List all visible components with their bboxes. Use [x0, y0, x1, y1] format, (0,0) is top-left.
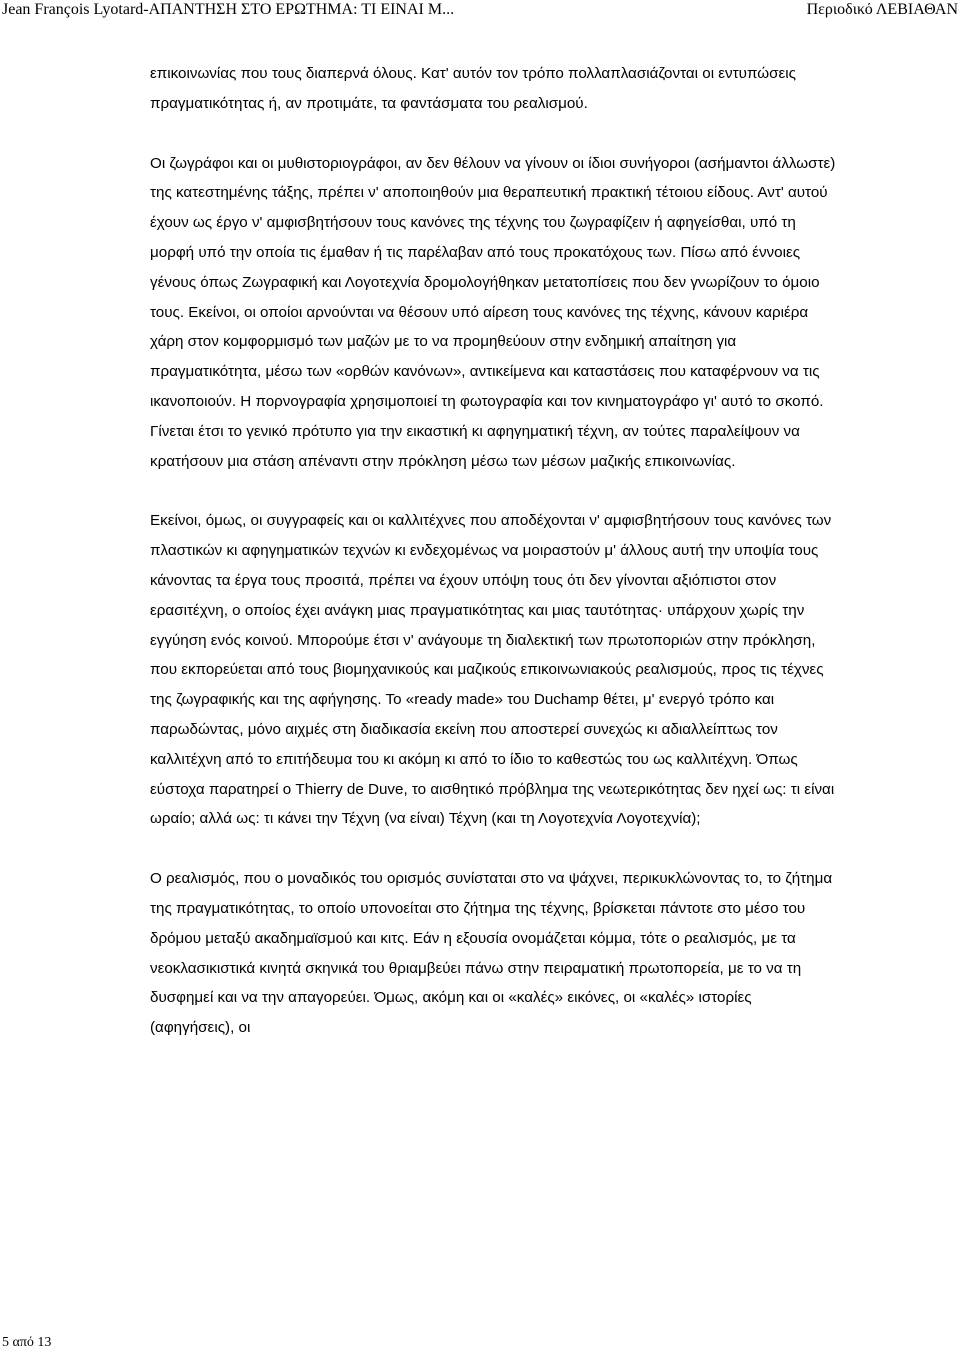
print-header — [0, 0, 960, 22]
document-title: Jean François Lyotard-ΑΠΑΝΤΗΣΗ ΣΤΟ ΕΡΩΤΗΜΑ: ΤΙ ΕΙΝΑΙ Μ... — [2, 1, 455, 18]
paragraph-3: Εκείνοι, όμως, οι συγγραφείς και οι καλλιτέχνες που αποδέχονται ν' αμφισβητήσουν τους κανόνες των πλαστικών κι αφηγηματικών τεχνών κι ενδεχομένως να μοιραστούν μ' άλλους αυτή την υποψία τους κάνοντας τα έργα τους προσιτά, πρέπει να έχουν υπόψη τους ότι δεν γίνονται αξιόπιστοι στον ερασιτέχνη, ο οποίος έχει ανάγκη μιας πραγματικότητας και μιας ταυτότητας· υπάρχουν χωρίς την εγγύηση ενός κοινού. Μπορούμε έτσι ν' ανάγουμε τη διαλεκτική των πρωτοποριών στην πρόκληση, που εκπορεύεται από τους βιομηχανικούς και μαζικούς επικοινωνιακούς ρεαλισμούς, προς τις τέχνες της ζωγραφικής και της αφήγησης. Το «ready made» του Duchamp θέτει, μ' ενεργό τρόπο και παρωδώντας, μόνο αιχμές στη διαδικασία εκείνη που αποστερεί συνεχώς κι αδιαλλείπτως τον καλλιτέχνη από το επιτήδευμα του κι ακόμη κι από το ίδιο το καθεστώς του ως καλλιτέχνη. Όπως εύστοχα παρατηρεί ο Thierry de Duve, το αισθητικό πρόβλημα της νεωτερικότητας δεν ηχεί ως: τι είναι ωραίο; αλλά ως: τι κάνει την Τέχνη (να είναι) Τέχνη (και τη Λογοτεχνία Λογοτεχνία); — [150, 512, 835, 828]
article-body — [150, 59, 840, 1073]
paragraph-2: Οι ζωγράφοι και οι μυθιστοριογράφοι, αν δεν θέλουν να γίνουν οι ίδιοι συνήγοροι (ασήμαντοι άλλωστε) της κατεστημένης τάξης, πρέπει ν' αποποιηθούν μια θεραπευτική πρακτική τέτοιου είδους. Αντ' αυτού έχουν ως έργο ν' αμφισβητήσουν τους κανόνες της τέχνης του ζωγραφίζειν ή αφηγείσθαι, υπό τη μορφή υπό την οποία τις έμαθαν ή τις παρέλαβαν από τους προκατόχους των. Πίσω από έννοιες γένους όπως Ζωγραφική και Λογοτεχνία δρομολογήθηκαν μετατοπίσεις που δεν γνωρίζουν το όμοιο τους. Εκείνοι, οι οποίοι αρνούνται να θέσουν υπό αίρεση τους κανόνες της τέχνης, κάνουν καριέρα χάρη στον κομφορμισμό των μαζών με το να προμηθεύουν στην ενδημική απαίτηση για πραγματικότητα, μέσω των «ορθών κανόνων», αντικείμενα και καταστάσεις που καταφέρνουν να τις ικανοποιούν. Η πορνογραφία χρησιμοποιεί τη φωτογραφία και τον κινηματογράφο γι' αυτό το σκοπό. Γίνεται έτσι το γενικό πρότυπο για την εικαστική κι αφηγηματική τέχνη, αν τούτες παραλείψουν να κρατήσουν μια στάση απέναντι στην πρόκληση μέσω των μέσων μαζικής επικοινωνίας. — [150, 154, 836, 470]
site-name: Περιοδικό ΛΕΒΙΑΘΑΝ — [806, 1, 958, 18]
paragraph-4: Ο ρεαλισμός, που ο μοναδικός του ορισμός συνίσταται στο να ψάχνει, περικυκλώνοντας το, το ζήτημα της πραγματικότητας, το οποίο υπονοείται στο ζήτημα της τέχνης, βρίσκεται πάντοτε στο μέσο του δρόμου μεταξύ ακαδημαϊσμού και κιτς. Εάν η εξουσία ονομάζεται κόμμα, τότε ο ρεαλισμός, με τα νεοκλασικιστικά κινητά σκηνικά του θριαμβεύει πάνω στην πειραματική πρωτοπορεία, με το να τη δυσφημεί και να την απαγορεύει. Όμως, ακόμη και οι «καλές» εικόνες, οι «καλές» ιστορίες (αφηγήσεις), οι — [150, 870, 833, 1037]
paragraph-1: επικοινωνίας που τους διαπερνά όλους. Κατ' αυτόν τον τρόπο πολλαπλασιάζονται οι εντυπώσεις πραγματικότητας ή, αν προτιμάτε, τα φαντάσματα του ρεαλισμού. — [150, 65, 796, 112]
page-indicator: 5 από 13 — [2, 1335, 52, 1350]
